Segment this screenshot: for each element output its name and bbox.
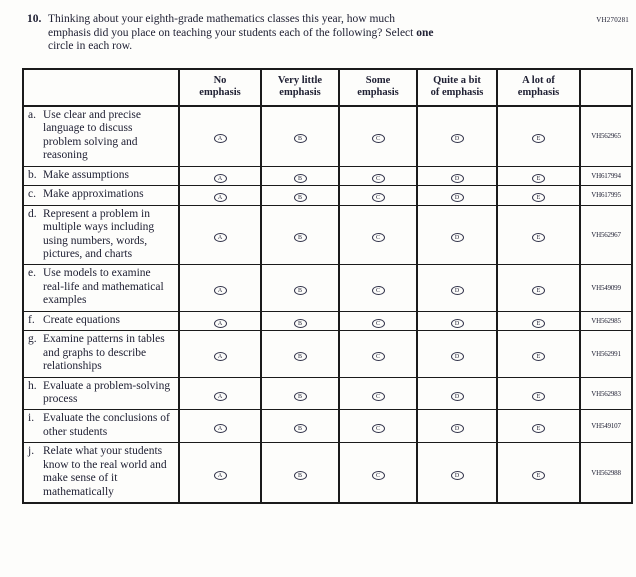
option-bubble-very-little[interactable]: B [294,352,307,361]
option-bubble-quite-a-bit[interactable]: D [451,193,464,202]
option-bubble-quite-a-bit[interactable]: D [451,424,464,433]
table-row-a [23,106,632,166]
row-label [23,311,179,330]
row-label-text: Use models to examine real-life and mathematical examples [43,267,164,307]
row-letter: i. [28,412,35,425]
bubble-cell [261,443,339,503]
option-bubble-quite-a-bit[interactable]: D [451,134,464,143]
bubble-cell [417,410,497,443]
emphasis-matrix-table [22,68,633,505]
option-bubble-a-lot[interactable]: E [532,134,545,143]
option-bubble-very-little[interactable]: B [294,392,307,401]
row-label [23,331,179,377]
table-row-g [23,331,632,377]
bubble-cell [339,166,417,185]
bubble-cell [339,331,417,377]
bubble-cell [497,443,580,503]
bubble-cell [261,377,339,410]
bubble-cell [339,205,417,265]
bubble-cell [261,186,339,205]
vh-code: VH562965 [580,106,632,166]
option-bubble-a-lot[interactable]: E [532,424,545,433]
row-letter: g. [28,333,37,346]
table-row-d [23,205,632,265]
table-row-e [23,265,632,311]
option-bubble-quite-a-bit[interactable]: D [451,471,464,480]
option-bubble-some[interactable]: C [372,319,385,328]
bubble-cell [417,331,497,377]
vh-code: VH562967 [580,205,632,265]
option-bubble-a-lot[interactable]: E [532,233,545,242]
option-bubble-very-little[interactable]: B [294,134,307,143]
bubble-cell [261,331,339,377]
question-number: 10. [27,13,42,25]
bubble-cell [261,166,339,185]
question-block [27,13,592,54]
vh-code: VH549099 [580,265,632,311]
option-bubble-very-little[interactable]: B [294,319,307,328]
table-row-j [23,443,632,503]
vh-code: VH562988 [580,443,632,503]
header-row [23,69,632,106]
row-label-text: Make approximations [43,188,144,201]
bubble-cell [417,106,497,166]
bubble-cell [179,331,261,377]
bubble-cell [339,186,417,205]
row-label [23,205,179,265]
option-bubble-very-little[interactable]: B [294,193,307,202]
option-bubble-some[interactable]: C [372,471,385,480]
option-bubble-quite-a-bit[interactable]: D [451,319,464,328]
option-bubble-no-emphasis[interactable]: A [214,319,227,328]
option-bubble-some[interactable]: C [372,392,385,401]
row-label [23,166,179,185]
option-bubble-no-emphasis[interactable]: A [214,233,227,242]
bubble-cell [417,265,497,311]
vh-code: VH617995 [580,186,632,205]
column-header-code [580,69,632,106]
option-bubble-no-emphasis[interactable]: A [214,424,227,433]
bubble-cell [179,443,261,503]
option-bubble-very-little[interactable]: B [294,233,307,242]
option-bubble-no-emphasis[interactable]: A [214,352,227,361]
option-bubble-quite-a-bit[interactable]: D [451,174,464,183]
option-bubble-some[interactable]: C [372,352,385,361]
row-letter: a. [28,108,36,121]
row-label [23,443,179,503]
bubble-cell [497,377,580,410]
bubble-cell [339,443,417,503]
bubble-cell [497,106,580,166]
option-bubble-a-lot[interactable]: E [532,286,545,295]
option-bubble-no-emphasis[interactable]: A [214,471,227,480]
option-bubble-some[interactable]: C [372,193,385,202]
row-label [23,377,179,410]
table-row-f [23,311,632,330]
option-bubble-no-emphasis[interactable]: A [214,286,227,295]
bubble-cell [497,331,580,377]
bubble-cell [497,186,580,205]
option-bubble-quite-a-bit[interactable]: D [451,286,464,295]
bubble-cell [497,166,580,185]
column-header-very-little-emphasis: Very little emphasis [261,69,339,106]
vh-code: VH617994 [580,166,632,185]
option-bubble-very-little[interactable]: B [294,471,307,480]
bubble-cell [417,377,497,410]
vh-code: VH549107 [580,410,632,443]
row-label-text: Make assumptions [43,168,129,181]
bubble-cell [497,410,580,443]
corner-cell [23,69,179,106]
row-letter: e. [28,267,36,280]
bubble-cell [339,265,417,311]
question-line-3: circle in each row. [48,40,133,53]
option-bubble-some[interactable]: C [372,134,385,143]
option-bubble-a-lot[interactable]: E [532,193,545,202]
row-label-text: Evaluate a problem-solving process [43,379,171,406]
bubble-cell [339,311,417,330]
bubble-cell [261,311,339,330]
bubble-cell [261,410,339,443]
row-label-text: Use clear and precise language to discuss problem solving and reasoning [43,108,142,162]
option-bubble-a-lot[interactable]: E [532,319,545,328]
bubble-cell [497,265,580,311]
bubble-cell [417,443,497,503]
column-header-a-lot-of-emphasis: A lot of emphasis [497,69,580,106]
bubble-cell [339,410,417,443]
row-label [23,410,179,443]
option-bubble-a-lot[interactable]: E [532,392,545,401]
option-bubble-no-emphasis[interactable]: A [214,392,227,401]
option-bubble-some[interactable]: C [372,424,385,433]
option-bubble-some[interactable]: C [372,174,385,183]
row-letter: h. [28,379,37,392]
question-line-2 [48,27,433,41]
row-letter: j. [28,445,35,458]
row-letter: c. [28,188,36,201]
row-label-text: Represent a problem in multiple ways including using numbers, words, pictures, and charts [43,207,155,260]
row-label [23,265,179,311]
option-bubble-no-emphasis[interactable]: A [214,174,227,183]
bubble-cell [417,166,497,185]
row-label-text: Create equations [43,313,120,326]
option-bubble-very-little[interactable]: B [294,286,307,295]
bubble-cell [179,186,261,205]
vh-code: VH562991 [580,331,632,377]
vh-code: VH562983 [580,377,632,410]
option-bubble-quite-a-bit[interactable]: D [451,352,464,361]
bubble-cell [261,205,339,265]
bubble-cell [497,205,580,265]
bubble-cell [179,106,261,166]
row-label-text: Evaluate the conclusions of other students [43,412,170,438]
table-row-c [23,186,632,205]
bubble-cell [179,205,261,265]
option-bubble-a-lot[interactable]: E [532,174,545,183]
bubble-cell [497,311,580,330]
table-row-i [23,410,632,443]
bubble-cell [339,377,417,410]
option-bubble-very-little[interactable]: B [294,424,307,433]
option-bubble-a-lot[interactable]: E [532,471,545,480]
row-letter: b. [28,168,37,181]
bubble-cell [417,311,497,330]
row-letter: d. [28,207,37,220]
bubble-cell [339,106,417,166]
question-text [48,13,433,54]
option-bubble-very-little[interactable]: B [294,174,307,183]
row-letter: f. [28,313,35,326]
row-label-text: Relate what your students know to the real world and make sense of it mathematically [43,445,167,498]
row-label [23,106,179,166]
question-line-2-bold: one [416,26,434,39]
column-header-no-emphasis: No emphasis [179,69,261,106]
option-bubble-some[interactable]: C [372,233,385,242]
bubble-cell [261,265,339,311]
question-line-1: Thinking about your eighth-grade mathematics classes this year, how much [48,13,396,25]
option-bubble-a-lot[interactable]: E [532,352,545,361]
row-label [23,186,179,205]
bubble-cell [179,265,261,311]
option-bubble-no-emphasis[interactable]: A [214,134,227,143]
column-header-quite-a-bit-of-emphasis: Quite a bit of emphasis [417,69,497,106]
bubble-cell [261,106,339,166]
bubble-cell [417,205,497,265]
table-row-b [23,166,632,185]
option-bubble-quite-a-bit[interactable]: D [451,392,464,401]
option-bubble-some[interactable]: C [372,286,385,295]
bubble-cell [179,377,261,410]
table-row-h [23,377,632,410]
option-bubble-quite-a-bit[interactable]: D [451,233,464,242]
row-label-text: Examine patterns in tables and graphs to describe relationships [43,333,165,373]
column-header-some-emphasis: Some emphasis [339,69,417,106]
bubble-cell [417,186,497,205]
option-bubble-no-emphasis[interactable]: A [214,193,227,202]
bubble-cell [179,311,261,330]
page-code: VH270281 [596,16,629,24]
vh-code: VH562985 [580,311,632,330]
bubble-cell [179,410,261,443]
question-line-2-text: emphasis did you place on teaching your students each of the following? Select [48,26,417,39]
bubble-cell [179,166,261,185]
